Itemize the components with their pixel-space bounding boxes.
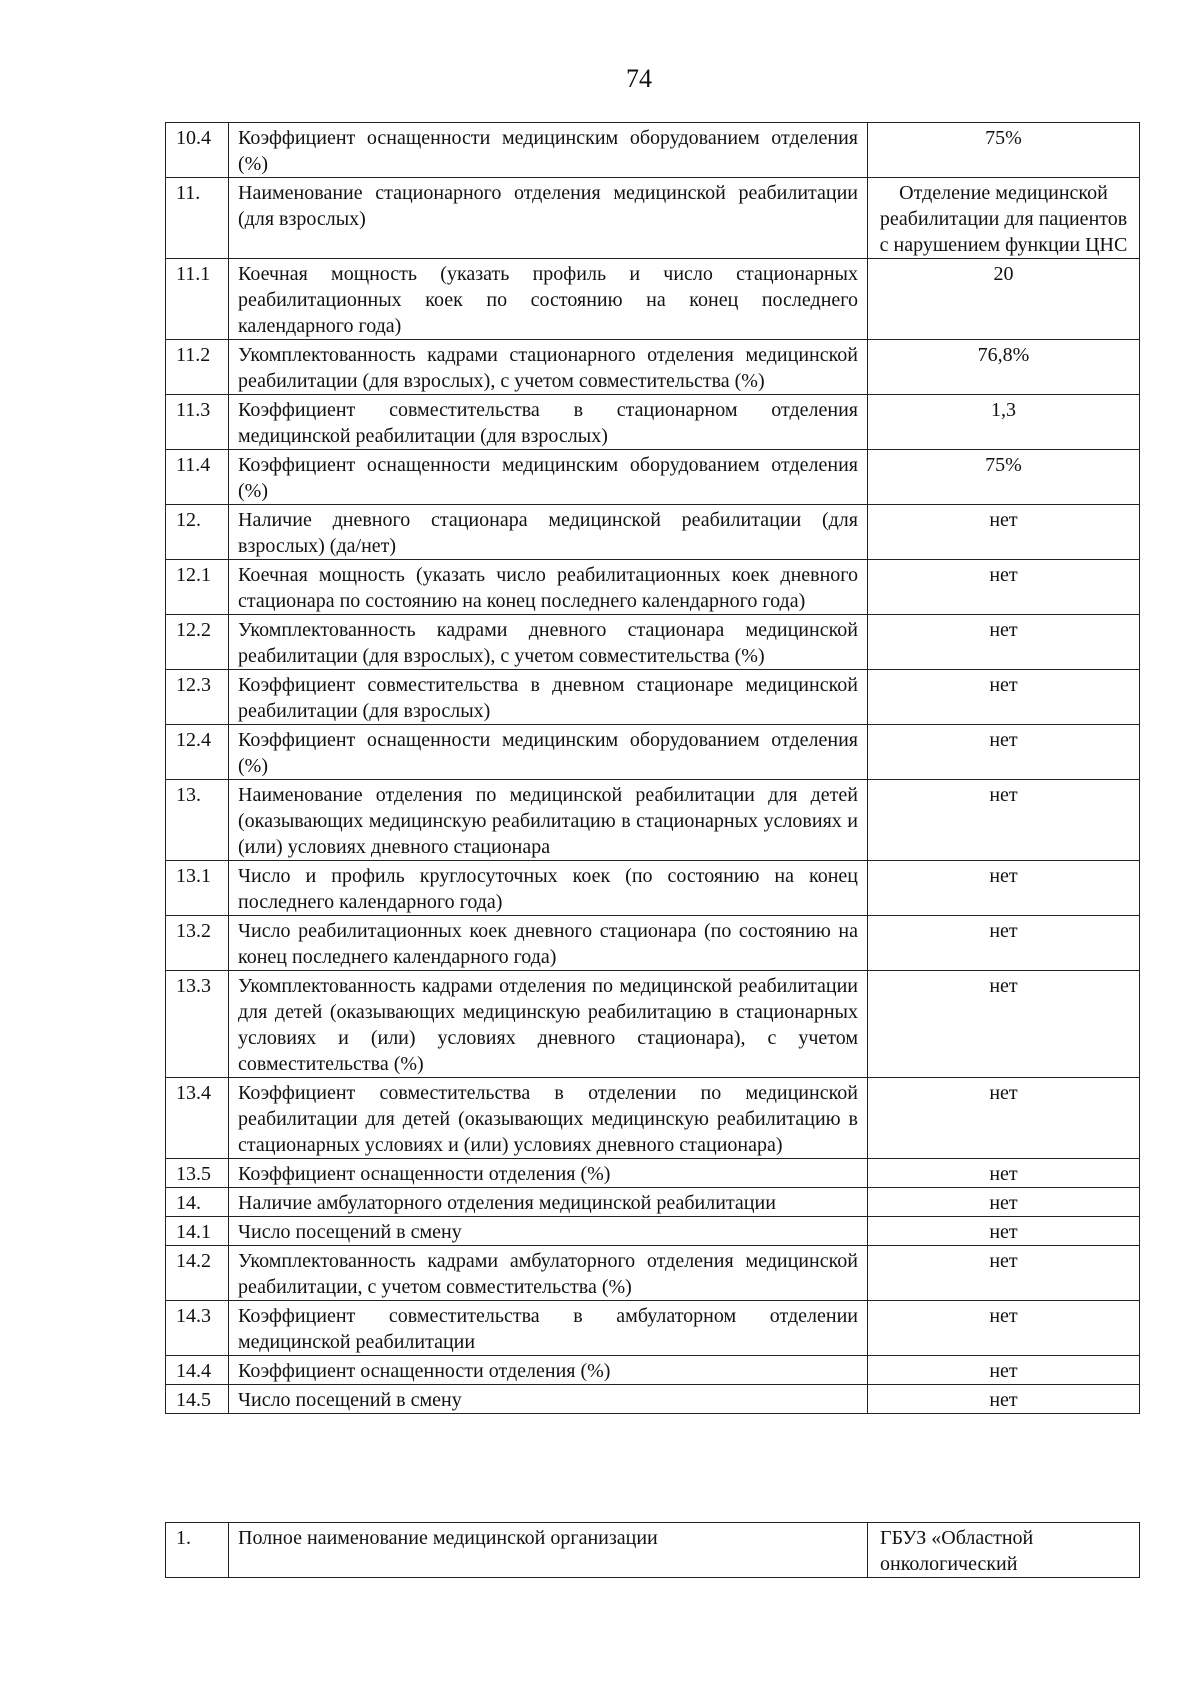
row-value: нет bbox=[868, 971, 1140, 1078]
table-row bbox=[166, 670, 1140, 725]
row-description: Коечная мощность (указать профиль и число стационарных реабилитационных коек по состоянию на конец последнего календарного года) bbox=[229, 259, 868, 340]
table-row bbox=[166, 1246, 1140, 1301]
indicators-table bbox=[165, 122, 1140, 1414]
row-value: нет bbox=[868, 725, 1140, 780]
row-value: 20 bbox=[868, 259, 1140, 340]
organization-table bbox=[165, 1522, 1140, 1578]
row-number: 13.2 bbox=[166, 916, 229, 971]
row-number: 14.3 bbox=[166, 1301, 229, 1356]
row-description: Коэффициент совместительства в стационарном отделения медицинской реабилитации (для взрослых) bbox=[229, 395, 868, 450]
row-description: Наличие амбулаторного отделения медицинской реабилитации bbox=[229, 1188, 868, 1217]
row-description: Коэффициент оснащенности медицинским оборудованием отделения (%) bbox=[229, 450, 868, 505]
row-description: Коэффициент совместительства в амбулаторном отделении медицинской реабилитации bbox=[229, 1301, 868, 1356]
row-number: 12.3 bbox=[166, 670, 229, 725]
row-value: нет bbox=[868, 1159, 1140, 1188]
row-number: 10.4 bbox=[166, 123, 229, 178]
row-description: Коэффициент совместительства в дневном стационаре медицинской реабилитации (для взрослых) bbox=[229, 670, 868, 725]
row-description: Укомплектованность кадрами стационарного отделения медицинской реабилитации (для взрослых), с учетом совместительства (%) bbox=[229, 340, 868, 395]
row-description: Укомплектованность кадрами амбулаторного отделения медицинской реабилитации, с учетом совместительства (%) bbox=[229, 1246, 868, 1301]
row-value: 75% bbox=[868, 450, 1140, 505]
row-value: 76,8% bbox=[868, 340, 1140, 395]
row-value: нет bbox=[868, 861, 1140, 916]
row-description: Наименование отделения по медицинской реабилитации для детей (оказывающих медицинскую реабилитацию в стационарных условиях и (или) условиях дневного стационара bbox=[229, 780, 868, 861]
row-value: 75% bbox=[868, 123, 1140, 178]
row-value: нет bbox=[868, 916, 1140, 971]
table-row bbox=[166, 450, 1140, 505]
table-row bbox=[166, 1159, 1140, 1188]
row-number: 14.1 bbox=[166, 1217, 229, 1246]
row-description: Коэффициент совместительства в отделении по медицинской реабилитации для детей (оказывающих медицинскую реабилитацию в стационарных условиях и (или) условиях дневного стационара) bbox=[229, 1078, 868, 1159]
row-description: Коэффициент оснащенности медицинским оборудованием отделения (%) bbox=[229, 123, 868, 178]
row-number: 13.5 bbox=[166, 1159, 229, 1188]
table-row bbox=[166, 505, 1140, 560]
row-value: Отделение медицинской реабилитации для пациентов с нарушением функции ЦНС bbox=[868, 178, 1140, 259]
row-number: 12.1 bbox=[166, 560, 229, 615]
table-row bbox=[166, 725, 1140, 780]
table-row bbox=[166, 916, 1140, 971]
row-value: нет bbox=[868, 1356, 1140, 1385]
row-description: Коэффициент оснащенности отделения (%) bbox=[229, 1159, 868, 1188]
row-description: Коэффициент оснащенности отделения (%) bbox=[229, 1356, 868, 1385]
row-description: Число посещений в смену bbox=[229, 1385, 868, 1414]
row-description: Число реабилитационных коек дневного стационара (по состоянию на конец последнего календарного года) bbox=[229, 916, 868, 971]
row-value: нет bbox=[868, 615, 1140, 670]
row-number: 14.5 bbox=[166, 1385, 229, 1414]
row-description: Коечная мощность (указать число реабилитационных коек дневного стационара по состоянию на конец последнего календарного года) bbox=[229, 560, 868, 615]
table-row bbox=[166, 259, 1140, 340]
row-number: 13.4 bbox=[166, 1078, 229, 1159]
table-row bbox=[166, 1217, 1140, 1246]
row-number: 11.3 bbox=[166, 395, 229, 450]
row-number: 14.2 bbox=[166, 1246, 229, 1301]
row-value: нет bbox=[868, 1078, 1140, 1159]
table-row bbox=[166, 1188, 1140, 1217]
table-row bbox=[166, 1523, 1140, 1578]
row-description: Число и профиль круглосуточных коек (по состоянию на конец последнего календарного года) bbox=[229, 861, 868, 916]
table-row bbox=[166, 178, 1140, 259]
row-number: 11. bbox=[166, 178, 229, 259]
row-description: Укомплектованность кадрами отделения по медицинской реабилитации для детей (оказывающих медицинскую реабилитацию в стационарных условиях и (или) условиях дневного стационара), с учетом совместительства (%) bbox=[229, 971, 868, 1078]
row-description: Укомплектованность кадрами дневного стационара медицинской реабилитации (для взрослых), с учетом совместительства (%) bbox=[229, 615, 868, 670]
row-number: 11.2 bbox=[166, 340, 229, 395]
row-description: Полное наименование медицинской организации bbox=[229, 1523, 868, 1578]
row-value: нет bbox=[868, 1217, 1140, 1246]
row-description: Коэффициент оснащенности медицинским оборудованием отделения (%) bbox=[229, 725, 868, 780]
row-value: нет bbox=[868, 1301, 1140, 1356]
row-value: ГБУЗ «Областной онкологический bbox=[868, 1523, 1140, 1578]
row-number: 13.3 bbox=[166, 971, 229, 1078]
table-row bbox=[166, 340, 1140, 395]
indicators-table-body bbox=[166, 123, 1140, 1414]
row-description: Число посещений в смену bbox=[229, 1217, 868, 1246]
table-row bbox=[166, 780, 1140, 861]
row-value: нет bbox=[868, 780, 1140, 861]
row-value: нет bbox=[868, 1188, 1140, 1217]
row-number: 11.1 bbox=[166, 259, 229, 340]
row-number: 1. bbox=[166, 1523, 229, 1578]
row-number: 14. bbox=[166, 1188, 229, 1217]
row-description: Наличие дневного стационара медицинской реабилитации (для взрослых) (да/нет) bbox=[229, 505, 868, 560]
table-row bbox=[166, 123, 1140, 178]
row-value: нет bbox=[868, 505, 1140, 560]
table-row bbox=[166, 1356, 1140, 1385]
table-row bbox=[166, 1078, 1140, 1159]
row-number: 11.4 bbox=[166, 450, 229, 505]
row-value: 1,3 bbox=[868, 395, 1140, 450]
table-row bbox=[166, 560, 1140, 615]
table-row bbox=[166, 971, 1140, 1078]
table-row bbox=[166, 1385, 1140, 1414]
table-row bbox=[166, 395, 1140, 450]
row-value: нет bbox=[868, 1385, 1140, 1414]
row-description: Наименование стационарного отделения медицинской реабилитации (для взрослых) bbox=[229, 178, 868, 259]
row-value: нет bbox=[868, 670, 1140, 725]
row-number: 12. bbox=[166, 505, 229, 560]
row-number: 13. bbox=[166, 780, 229, 861]
row-number: 12.4 bbox=[166, 725, 229, 780]
row-value: нет bbox=[868, 560, 1140, 615]
table-row bbox=[166, 615, 1140, 670]
organization-table-body bbox=[166, 1523, 1140, 1578]
row-number: 13.1 bbox=[166, 861, 229, 916]
table-row bbox=[166, 1301, 1140, 1356]
table-row bbox=[166, 861, 1140, 916]
page-number: 74 bbox=[626, 64, 652, 93]
row-number: 12.2 bbox=[166, 615, 229, 670]
row-value: нет bbox=[868, 1246, 1140, 1301]
row-number: 14.4 bbox=[166, 1356, 229, 1385]
